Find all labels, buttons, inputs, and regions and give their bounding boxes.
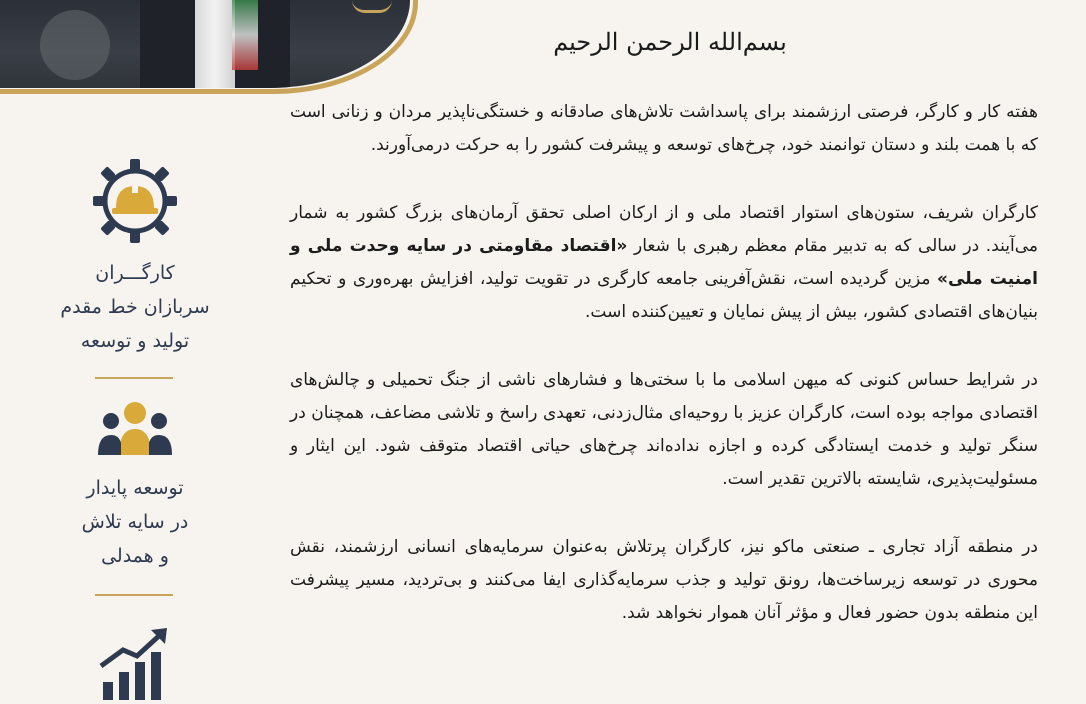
slogan-bold: «اقتصاد مقاومتی در سایه وحدت ملی و امنیت ملی» — [290, 236, 1038, 289]
sidebar-text-line: سربازان خط مقدم — [60, 296, 210, 318]
sidebar-block-growth — [0, 626, 270, 704]
basmala-heading: بسم‌الله الرحمن الرحیم — [553, 28, 787, 56]
sidebar-block-workers — [0, 156, 270, 358]
sidebar-text-line: در سایه تلاش — [81, 511, 189, 533]
sidebar-block-development — [0, 399, 270, 573]
paragraph-2-text: مزین گردیده است، نقش‌آفرینی جامعه کارگری در تقویت تولید، افزایش بهره‌وری و تحکیم بنیان‌های اقتصادی کشور، بیش از پیش نمایان و تعیین‌کننده است. — [290, 269, 1038, 322]
growth-chart-icon — [95, 626, 175, 700]
main-article — [290, 96, 1038, 665]
paragraph-3: در شرایط حساس کنونی که میهن اسلامی ما با سختی‌ها و فشارهای ناشی از جنگ تحمیلی و چالش‌های اقتصادی مواجه بوده است، کارگران عزیز با روحیه‌ای مثال‌زدنی، تعهدی راسخ و تلاشی مضاعف، همچنان در سنگر تولید و خدمت ایستادگی کرده و اجازه نداده‌اند چرخ‌های حیاتی اقتصاد متوقف شود. این ایثار و مسئولیت‌پذیری، شایسته بالاترین تقدیر است. — [290, 370, 1038, 489]
sidebar-divider — [95, 377, 173, 379]
team-group-icon — [95, 399, 175, 459]
sidebar-text-line: توسعه پایدار — [86, 477, 184, 499]
paragraph-4: در منطقه آزاد تجاری ـ صنعتی ماکو نیز، کارگران پرتلاش به‌عنوان سرمایه‌های انسانی ارزشمند، نقش محوری در توسعه زیرساخت‌ها، رونق تولید و جذب سرمایه‌گذاری ایفا می‌کنند و بی‌تردید، مسیر پیشرفت این منطقه بدون حضور فعال و مؤثر آنان هموار نخواهد شد. — [290, 537, 1038, 623]
gold-arc-frame — [0, 0, 418, 94]
sidebar — [0, 94, 270, 700]
paragraph-2 — [290, 197, 1038, 329]
sidebar-divider — [95, 594, 173, 596]
paragraph-2-text: کارگران شریف، ستون‌های استوار اقتصاد ملی و از ارکان اصلی تحقق آرمان‌های بزرگ کشور به شمار می‌آیند. در سالی که به تدبیر مقام معظم رهبری با شعار — [290, 203, 1038, 256]
gear-worker-helmet-icon — [90, 156, 180, 246]
sidebar-text-line: و همدلی — [101, 545, 169, 567]
sidebar-text-line: کارگـــران — [95, 262, 175, 284]
paragraph-1: هفته کار و کارگر، فرصتی ارزشمند برای پاسداشت تلاش‌های صادقانه و خستگی‌ناپذیر مردان و زنانی است که با همت بلند و دستان توانمند خود، چرخ‌های توسعه و پیشرفت کشور را به حرکت درمی‌آورند. — [290, 102, 1038, 155]
sidebar-text-line: تولید و توسعه — [80, 330, 190, 352]
